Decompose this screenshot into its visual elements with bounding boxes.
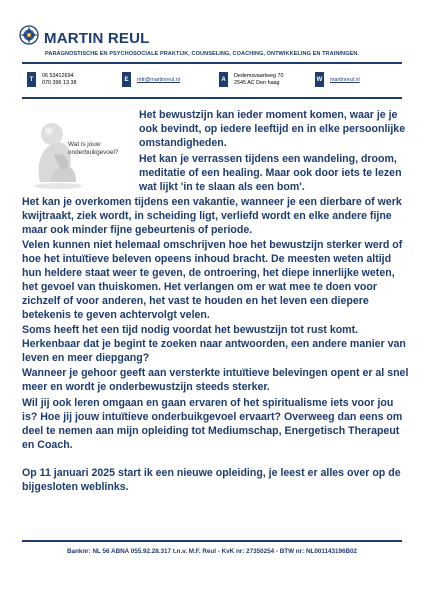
address xyxy=(234,73,283,87)
bank-details-footer: Banknr: NL 56 ABNA 055.92.28.317 t.n.v. M.F. Reul - KvK nr: 27350254 - BTW nr: NL001143196B02 xyxy=(66,548,358,555)
web-icon: W xyxy=(315,72,324,87)
paragraph-6: Wanneer je gehoor geeft aan versterkte intuïtieve belevingen opent er al snel meer en wordt je onderbewustzijn steeds sterker. xyxy=(22,367,409,394)
contact-divider xyxy=(22,97,402,99)
address-icon: A xyxy=(219,72,228,87)
address-city: 2545 AC Den haag xyxy=(234,80,280,86)
header-divider xyxy=(22,62,402,64)
address-street: Dedemsvaartweg 70 xyxy=(234,73,284,79)
website-link[interactable]: martinreul.nl xyxy=(330,77,360,83)
paragraph-7: Wil jij ook leren omgaan en gaan ervaren of het spiritualisme iets voor jou is? Hoe jij jouw intuïtieve onderbuikgevoel ervaart? Overweeg dan eens om deel te nemen aan mijn opleiding tot Mediumschap, Energetisch Therapeut en Coach. xyxy=(22,397,403,452)
phone-landline[interactable]: 070 396 13 38 xyxy=(42,80,77,86)
brand-tagline: PARAGNOSTISCHE EN PSYCHOSOCIALE PRAKTIJK, COUNSELING, COACHING, ONTWIKKELING EN TRAININGEN. xyxy=(45,51,359,57)
phone-mobile[interactable]: 06 53412694 xyxy=(42,73,74,79)
paragraph-4: Velen kunnen niet helemaal omschrijven hoe het bewustzijn sterker werd of hoe het intuïtieve beleven opeens inhoud bracht. De meesten weten altijd hun heldere staat weer te geven, de ontroering, het diepe innerlijke weten, het gevoel van thuiskomen. Het verlangen om er wat mee te doen voor zichzelf of voor anderen, het vast te houden en het leven een diepere betekenis te geven achtervolgt velen. xyxy=(22,239,403,322)
paragraph-1: Het bewustzijn kan ieder moment komen, waar je je ook bevindt, op iedere leeftijd en in elke persoonlijke omstandigheden. xyxy=(139,109,406,150)
paragraph-2: Het kan je verrassen tijdens een wandeling, droom, meditatie of een healing. Maar ook door iets te lezen wat lijkt 'in te slaan als een bom'. xyxy=(139,153,402,194)
email-icon: E xyxy=(122,72,131,87)
phone-numbers xyxy=(42,73,76,87)
footer-divider xyxy=(22,540,402,542)
figure-caption: Wat is jouw onderbuikgevoel? xyxy=(68,141,119,156)
paragraph-5: Soms heeft het een tijd nodig voordat het bewustzijn tot rust komt. Herkenbaar dat je begint te zoeken naar antwoorden, een andere manier van leven en meer diepgang? xyxy=(22,324,406,365)
brand-name: MARTIN REUL xyxy=(44,30,150,47)
brand-logo xyxy=(18,24,40,46)
paragraph-8: Op 11 januari 2025 start ik een nieuwe opleiding, je leest er alles over op de bijgesloten weblinks. xyxy=(22,467,401,494)
email-link[interactable]: mfr@martinreul.nl xyxy=(137,77,180,83)
phone-icon: T xyxy=(27,72,36,87)
paragraph-3: Het kan je overkomen tijdens een vakantie, wanneer je een dierbare of werk kwijtraakt, ziek wordt, in scheiding ligt, verliefd wordt en elke andere fijne maar ook minder fijne gebeurtenis of periode. xyxy=(22,196,402,237)
